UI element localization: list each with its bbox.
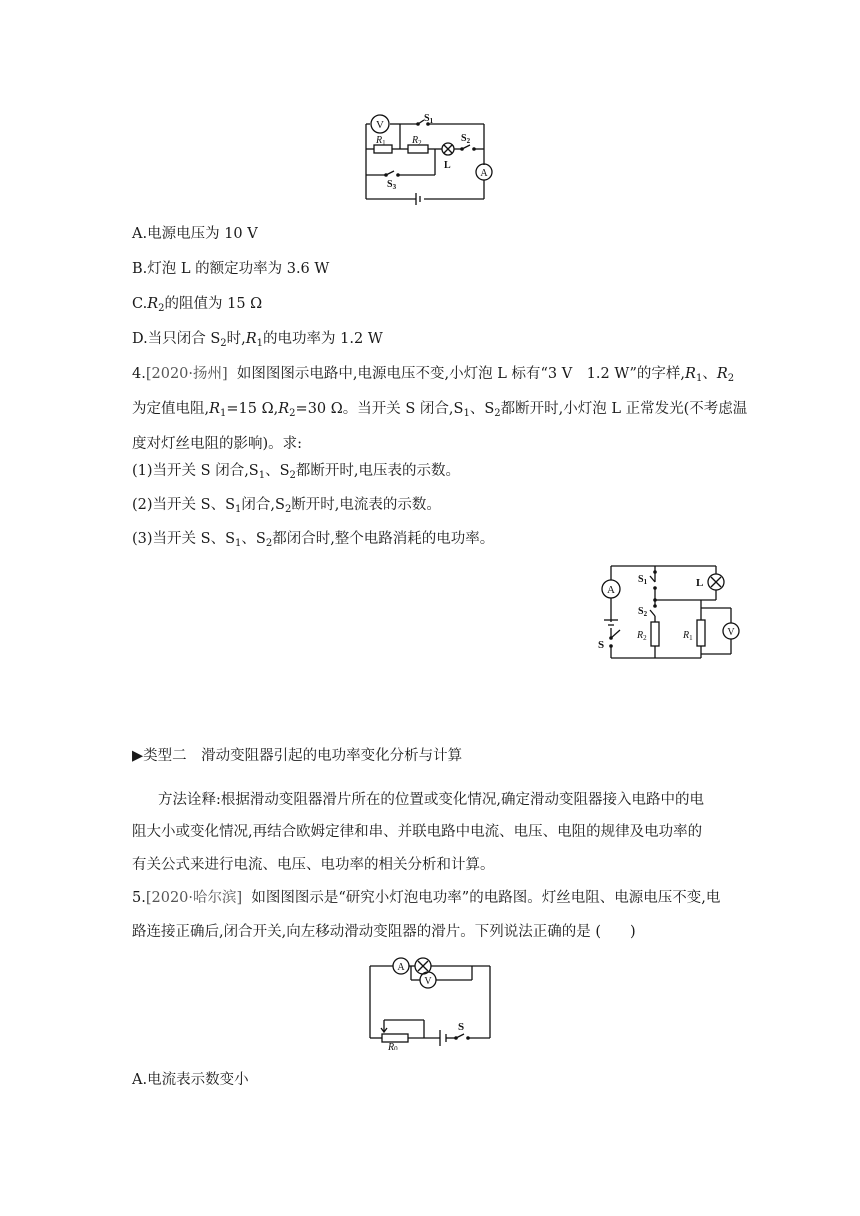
q4-subquestion-2: (2)当开关 S、$S_1$闭合$,S_2$断开时,电流表的示数。 bbox=[132, 497, 441, 515]
svg-text:L: L bbox=[696, 577, 704, 589]
svg-text:L: L bbox=[444, 160, 451, 171]
q5-circuit-diagram bbox=[364, 956, 496, 1050]
q4-circuit-diagram bbox=[594, 558, 744, 664]
q4-stem-line-3: 度对灯丝电阻的影响)。求: bbox=[132, 436, 303, 452]
section-heading: ▶类型二 滑动变阻器引起的电功率变化分析与计算 bbox=[132, 748, 463, 764]
q3-option-d: D.当只闭合 $S_2$时$,R_1$的电功率为 1.2 W bbox=[132, 331, 383, 349]
method-line-2: 阻大小或变化情况,再结合欧姆定律和串、并联电路中电流、电压、电阻的规律及电功率的 bbox=[132, 824, 703, 840]
q3-voltmeter-label: V bbox=[376, 119, 384, 131]
svg-text:R1: $R_1$ bbox=[376, 135, 386, 147]
svg-text:S2: $S_2$ bbox=[638, 606, 648, 618]
svg-text:V: V bbox=[727, 627, 735, 638]
svg-text:A: A bbox=[397, 962, 405, 973]
svg-text:R2: $R_2$ bbox=[637, 630, 647, 642]
q3-option-b: B.灯泡 L 的额定功率为 3.6 W bbox=[132, 261, 330, 277]
svg-text:S: S bbox=[598, 639, 605, 651]
q4-stem-line-2: 为定值电阻$,R_1=15$ $\Omega,R_2=30$ Ω。当开关 S 闭合$,S_1$、$S_2$都断开时,小灯泡 L 正常发光(不考虑温 bbox=[132, 401, 748, 419]
q5-stem-line-2: 路连接正确后,闭合开关,向左移动滑动变阻器的滑片。下列说法正确的是 ( ) bbox=[132, 924, 636, 940]
svg-text:S1: $S_1$ bbox=[638, 574, 648, 586]
q5-option-a: A.电流表示数变小 bbox=[132, 1072, 249, 1088]
q4-subquestion-3: (3)当开关 S、$S_1$、$S_2$都闭合时,整个电路消耗的电功率。 bbox=[132, 531, 495, 549]
svg-text:R0: R0 bbox=[388, 1042, 398, 1050]
q3-option-a: A.电源电压为 10 V bbox=[132, 226, 258, 242]
method-line-1: 方法诠释:根据滑动变阻器滑片所在的位置或变化情况,确定滑动变阻器接入电路中的电 bbox=[158, 792, 704, 808]
svg-text:S: S bbox=[458, 1021, 465, 1033]
svg-text:S3: $S_3$ bbox=[387, 179, 397, 191]
q3-circuit-diagram bbox=[360, 110, 500, 206]
svg-text:A: A bbox=[480, 168, 488, 179]
svg-text:A: A bbox=[607, 584, 615, 596]
svg-text:R1: $R_1$ bbox=[683, 630, 693, 642]
q5-stem-line-1: 5.[2020·哈尔滨] 如图图图示是“研究小灯泡电功率”的电路图。灯丝电阻、电源电压不变,电 bbox=[132, 890, 721, 906]
svg-text:S2: $S_2$ bbox=[461, 133, 471, 145]
svg-text:S1: $S_1$ bbox=[424, 113, 434, 125]
svg-text:R2: $R_2$ bbox=[412, 135, 422, 147]
q3-option-c: $C.R_2$的阻值为 15 Ω bbox=[132, 296, 263, 314]
q4-stem-line-1: 4.[2020·扬州] 如图图图示电路中,电源电压不变,小灯泡 L 标有“3 V 1.2 W”的字样$,R_1$、$R_2$ bbox=[132, 366, 735, 384]
q4-subquestion-1: (1)当开关 S 闭合$,S_1$、$S_2$都断开时,电压表的示数。 bbox=[132, 463, 461, 481]
svg-text:V: V bbox=[424, 976, 432, 987]
method-line-3: 有关公式来进行电流、电压、电功率的相关分析和计算。 bbox=[132, 857, 495, 873]
